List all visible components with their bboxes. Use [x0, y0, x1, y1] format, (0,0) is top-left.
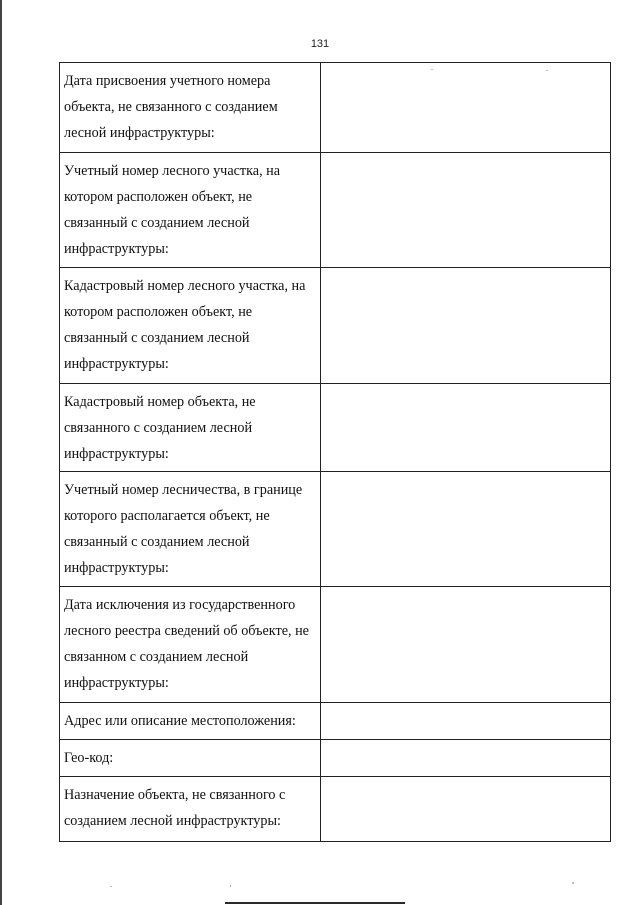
field-value: [321, 777, 611, 842]
scan-speck: [110, 886, 112, 887]
registry-form-table: [59, 62, 611, 842]
table-row: [60, 153, 611, 268]
table-row: [60, 472, 611, 587]
table-row: [60, 703, 611, 740]
scan-speck: [230, 885, 231, 887]
field-label: Кадастровый номер лесного участка, на котором расположен объект, не связанный с созданием лесной инфраструктуры:: [60, 268, 321, 384]
field-label: Учетный номер лесничества, в границе которого располагается объект, не связанный с созданием лесной инфраструктуры:: [60, 472, 321, 587]
scan-speck: [546, 70, 548, 71]
field-value: [321, 63, 611, 153]
table-row: [60, 740, 611, 777]
page-number: 131: [310, 38, 330, 50]
scan-bottom-line: [225, 902, 405, 904]
field-label: Дата присвоения учетного номера объекта, не связанного с созданием лесной инфраструктуры:: [60, 63, 321, 153]
scan-edge-line: [0, 0, 2, 905]
field-value: [321, 703, 611, 740]
field-value: [321, 153, 611, 268]
field-value: [321, 587, 611, 703]
field-label: Гео-код:: [60, 740, 321, 777]
field-value: [321, 268, 611, 384]
field-label: Дата исключения из государственного лесного реестра сведений об объекте, не связанном с созданием лесной инфраструктуры:: [60, 587, 321, 703]
table-row: [60, 63, 611, 153]
table-row: [60, 587, 611, 703]
field-value: [321, 472, 611, 587]
field-label: Назначение объекта, не связанного с созданием лесной инфраструктуры:: [60, 777, 321, 842]
table-row: [60, 268, 611, 384]
scan-speck: [431, 69, 433, 70]
field-value: [321, 384, 611, 472]
field-label: Кадастровый номер объекта, не связанного с созданием лесной инфраструктуры:: [60, 384, 321, 472]
field-label: Учетный номер лесного участка, на котором расположен объект, не связанный с созданием лесной инфраструктуры:: [60, 153, 321, 268]
scan-speck: [572, 882, 574, 884]
table-row: [60, 384, 611, 472]
field-value: [321, 740, 611, 777]
table-row: [60, 777, 611, 842]
field-label: Адрес или описание местоположения:: [60, 703, 321, 740]
